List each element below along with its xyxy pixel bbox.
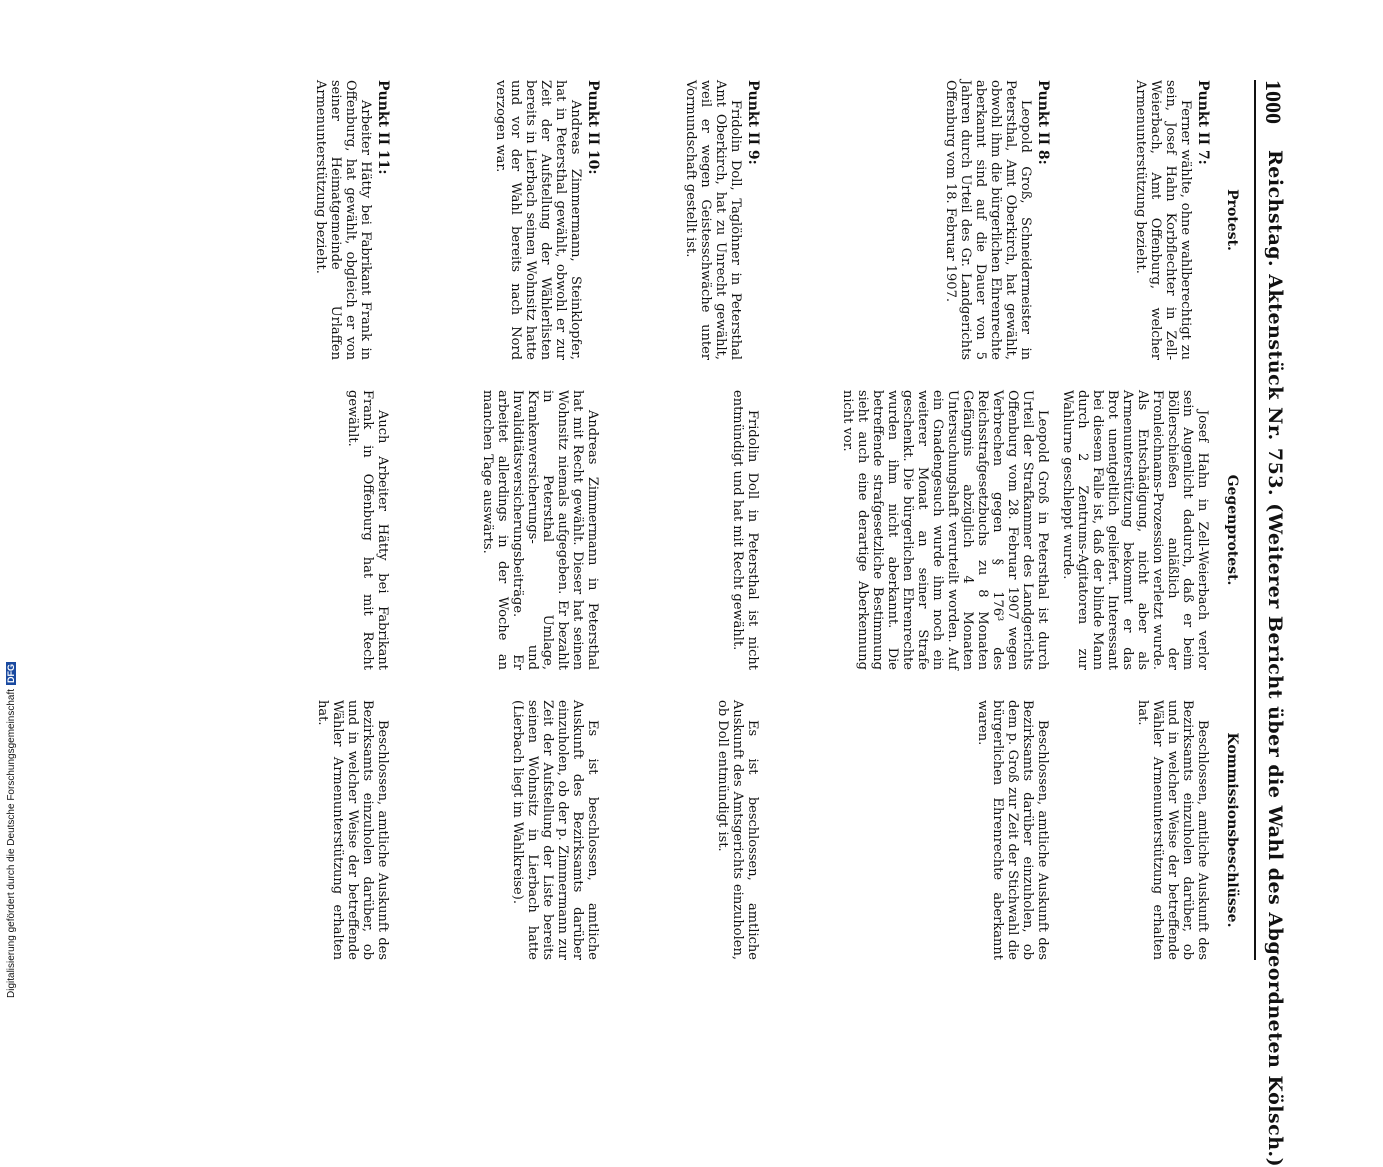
- protest-text: Arbeiter Hätty bei Fabrikant Frank in Offenburg, hat gewählt, obgleich er von seiner Heimatgemeinde Urlaffen Armenunterstützung bezieht.: [313, 80, 373, 360]
- kommission-text: Es ist beschlossen, amtliche Auskunft des Bezirksamts darüber einzuholen, ob der p. Zimmermann zur Zeit der Aufstellung der Liste bereits seinen Wohnsitz in Lierbach hatte (Lierbach liegt im Wahlkreise).: [510, 700, 600, 960]
- kommission-text: Es ist beschlossen, amtliche Auskunft des Amtsgerichts einzuholen, ob Doll entmündigt ist.: [715, 700, 760, 960]
- column-heading-kommission: Kommissionsbeschlüsse.: [1224, 732, 1240, 928]
- gegenprotest-item-4: [480, 390, 600, 670]
- protest-text: Andreas Zimmermann, Steinklopfer, hat in Petersthal gewählt, obwohl er zur Zeit der Aufstellung der Wählerlisten bereits in Lierbach seinen Wohnsitz hatte und vor der Wahl bereits nach Nord verzogen war.: [493, 80, 583, 360]
- page-number: 1000: [1261, 80, 1286, 124]
- protest-item-2: [943, 80, 1050, 360]
- punkt-label: Punkt II 8:: [1035, 80, 1051, 165]
- kommission-item-3: [715, 700, 760, 960]
- kommission-item-1: [1135, 700, 1210, 960]
- gegenprotest-item-2: [840, 390, 1050, 670]
- dfg-logo: DFG: [6, 663, 16, 683]
- kommission-text: Beschlossen, amtliche Auskunft des Bezirksamts darüber einzuholen, ob dem p. Groß zur Zeit der Stichwahl die bürgerlichen Ehrenrechte aberkannt waren.: [975, 700, 1050, 960]
- document-page: [90, 60, 1290, 1167]
- credit-text: Digitalisierung gefördert durch die Deutsche Forschungsgemeinschaft: [6, 688, 17, 998]
- page-header: [1254, 80, 1290, 1167]
- protest-item-4: [493, 80, 600, 360]
- kommission-text: Beschlossen, amtliche Auskunft des Bezirksamts einzuholen darüber, ob und in welcher Weise der betreffende Wähler Armenunterstützung erhalten hat.: [315, 700, 390, 960]
- page-title: Reichstag. Aktenstück Nr. 753. (Weiterer Bericht über die Wahl des Abgeordneten Kölsch.): [1264, 150, 1286, 1167]
- kommission-text: Beschlossen, amtliche Auskunft des Bezirksamts einzuholen darüber, ob und in welcher Weise der betreffende Wähler Armenunterstützung erhalten hat.: [1135, 700, 1210, 960]
- punkt-label: Punkt II 7:: [1195, 80, 1211, 165]
- gegenprotest-text: Auch Arbeiter Hätty bei Fabrikant Frank in Offenburg hat mit Recht gewählt.: [345, 390, 390, 670]
- punkt-label: Punkt II 11:: [375, 80, 391, 175]
- protest-item-1: [1133, 80, 1210, 360]
- gegenprotest-item-1: [1060, 390, 1210, 670]
- punkt-label: Punkt II 10:: [585, 80, 601, 175]
- gegenprotest-item-3: [730, 390, 760, 670]
- column-heading-protest: Protest.: [1224, 189, 1240, 251]
- gegenprotest-text: Andreas Zimmermann in Petersthal hat mit Recht gewählt. Dieser hat seinen Wohnsitz niemals aufgegeben. Er bezahlt in Petersthal Umlage, Krankenversicherungs- und Invaliditätsversicherungsbeiträge. Er arbeitet allerdings in der Woche an manchen Tage auswärts.: [480, 390, 600, 670]
- gegenprotest-text: Fridolin Doll in Petersthal ist nicht entmündigt und hat mit Recht gewählt.: [730, 390, 760, 670]
- kommission-item-2: [975, 700, 1050, 960]
- protest-item-3: [683, 80, 760, 360]
- gegenprotest-text: Josef Hahn in Zell-Weierbach verlor sein Augenlicht dadurch, daß er beim Böllerschießen anläßlich der Fronleichnams-Prozession verletzt wurde. Als Entschädigung, nicht aber als Armenunterstützung bekommt er das Brot unentgeltlich geliefert. Interessant bei diesem Falle ist, daß der blinde Mann durch 2 Zentrums-Agitatoren zur Wahlurne geschleppt wurde.: [1060, 390, 1210, 670]
- protest-item-5: [313, 80, 390, 360]
- protest-text: Ferner wählte, ohne wahlberechtigt zu sein, Josef Hahn Korbflechter in Zell-Weierbach, Amt Offenburg, welcher Armenunterstützung bezieht.: [1133, 80, 1193, 360]
- gegenprotest-item-5: [345, 390, 390, 670]
- kommission-item-4: [510, 700, 600, 960]
- punkt-label: Punkt II 9:: [745, 80, 761, 165]
- kommission-item-5: [315, 700, 390, 960]
- protest-text: Leopold Groß, Schneidermeister in Petersthal, Amt Oberkirch, hat gewählt, obwohl ihm die bürgerlichen Ehrenrechte aberkannt sind auf die Dauer von 5 Jahren durch Urteil des Gr. Landgerichts Offenburg vom 18. Februar 1907.: [943, 80, 1033, 360]
- gegenprotest-text: Leopold Groß in Petersthal ist durch Urteil der Strafkammer des Landgerichts Offenburg vom 28. Februar 1907 wegen Verbrechen gegen § 176³ des Reichsstrafgesetzbuchs zu 8 Monaten Gefängnis abzüglich 4 Monaten Untersuchungshaft verurteilt worden. Auf ein Gnadengesuch wurde ihm noch ein weiterer Monat an seiner Strafe geschenkt. Die bürgerlichen Ehrenrechte wurden ihm nicht aberkannt. Die betreffende strafgesetzliche Bestimmung sieht auch eine derartige Aberkennung nicht vor.: [840, 390, 1050, 670]
- dfg-credit: [4, 600, 24, 1000]
- column-heading-gegenprotest: Gegenprotest.: [1224, 474, 1240, 586]
- protest-text: Fridolin Doll, Taglöhner in Petersthal Amt Oberkirch, hat zu Unrecht gewählt, weil er wegen Geistesschwäche unter Vormundschaft gestellt ist.: [683, 80, 743, 360]
